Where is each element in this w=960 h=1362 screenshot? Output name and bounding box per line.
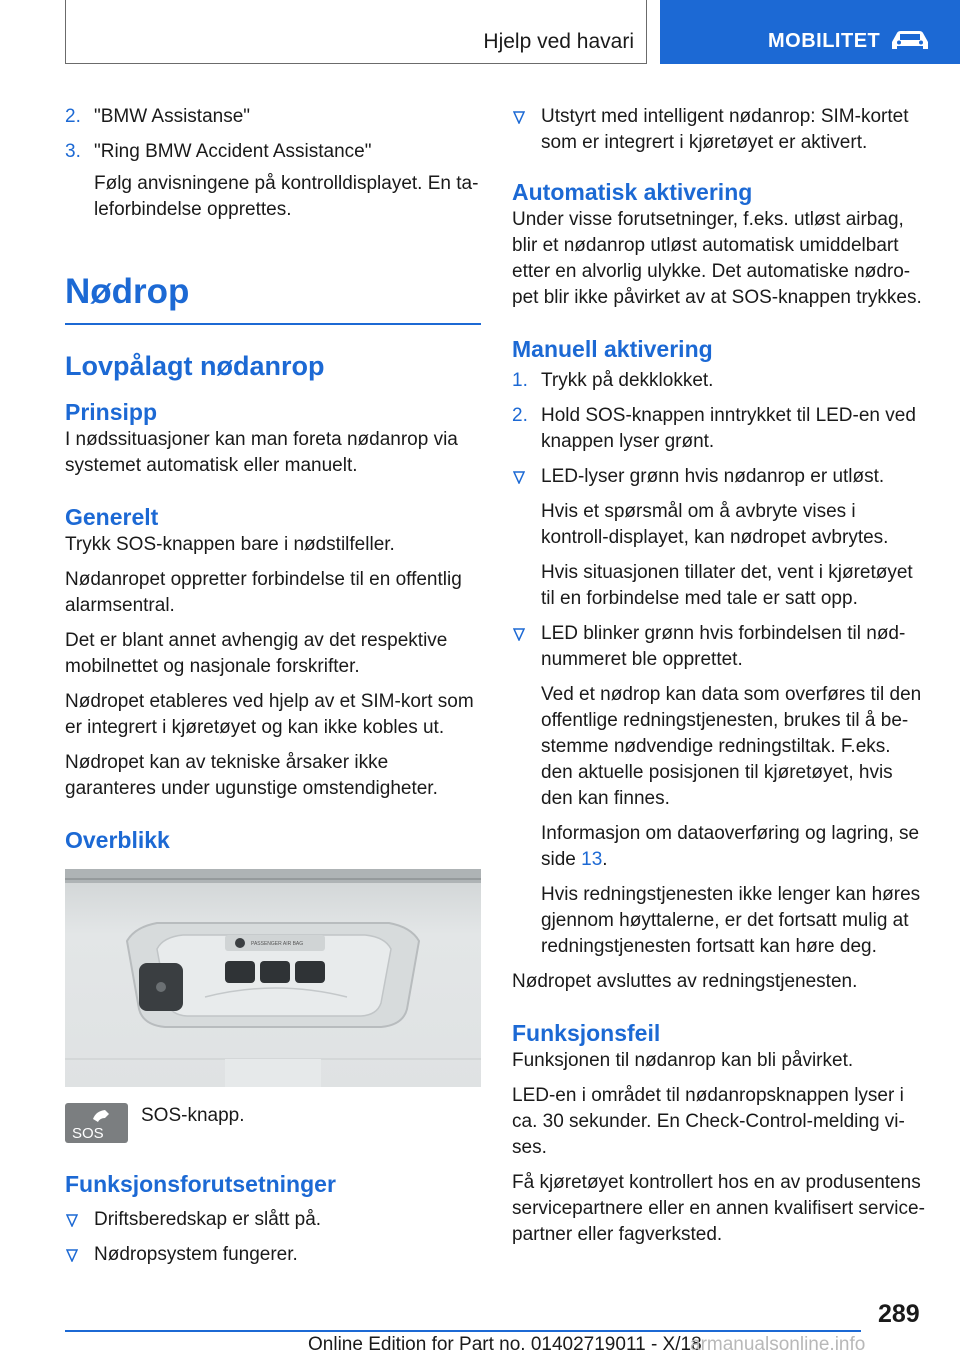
- step-text: Hold SOS-knappen inntrykket til LED-en ved knappen lyser grønt.: [541, 405, 916, 452]
- overhead-console-illustration: [65, 869, 481, 1087]
- footer-rule: [65, 1330, 861, 1332]
- step-continuation: Hvis redningstjenesten ikke lenger kan høres gjennom høyttalerne, er det fortsatt mulig at redningstjenesten fortsatt kan høre deg.: [541, 884, 921, 957]
- subsection-heading: Generelt: [65, 503, 159, 530]
- edition-text: Online Edition for Part no. 01402719011 - X/18: [308, 1334, 702, 1355]
- condition-text: Driftsberedskap er slått på.: [94, 1208, 322, 1230]
- left-column: [65, 104, 481, 1277]
- step-continuation: Ved et nødrop kan data som overføres til den offentlige redningstjenesten, brukes til å be-stemme nødvendige redningstiltak. F.eks. den aktuelle posisjonen til kjøretøyet, hvis den kan finnes.: [541, 684, 922, 809]
- subsection-heading: Funksjonsforutsetninger: [65, 1170, 336, 1197]
- overhead-console-figure: [65, 869, 481, 1087]
- condition-text: Utstyrt med intelligent nødanrop: SIM-kortet som er integrert i kjøretøyet er aktivert.: [541, 106, 909, 153]
- step-continuation: Hvis et spørsmål om å avbryte vises i kontroll-displayet, kan nødropet avbrytes.: [541, 501, 889, 548]
- reference-text: Informasjon om dataoverføring og lagring, se side: [541, 823, 920, 870]
- page-title: Nødrop: [65, 272, 190, 311]
- chapter-tab-label: MOBILITET: [768, 30, 881, 52]
- list-item: [512, 403, 926, 455]
- sos-button-icon: [65, 1103, 128, 1143]
- step-text: "BMW Assistanse": [94, 106, 251, 127]
- triangle-bullet-icon: [513, 628, 525, 641]
- right-column: [512, 104, 926, 1257]
- step-number: 2.: [65, 106, 81, 127]
- paragraph: Nødanropet oppretter forbindelse til en offentlig alarmsentral.: [65, 568, 462, 616]
- list-item: [512, 104, 926, 156]
- list-item: [65, 104, 481, 130]
- step-number: 2.: [512, 405, 528, 426]
- reference-suffix: .: [602, 849, 608, 870]
- led-status-text: LED-lyser grønn hvis nødanrop er utløst.: [541, 466, 885, 487]
- subsection-heading: Manuell aktivering: [512, 336, 713, 362]
- paragraph: LED-en i området til nødanropsknappen lyser i ca. 30 sekunder. En Check-Control-melding vi-ses.: [512, 1085, 905, 1158]
- paragraph: Nødropet etableres ved hjelp av et SIM-kort som er integrert i kjøretøyet og kan ikke kobles ut.: [65, 690, 474, 738]
- legend-text: SOS-knapp.: [141, 1104, 245, 1126]
- figure-legend: [65, 1103, 481, 1155]
- paragraph: Det er blant annet avhengig av det respektive mobilnettet og nasjonale forskrifter.: [65, 629, 448, 677]
- list-item: [65, 1207, 481, 1233]
- paragraph: I nødssituasjoner kan man foreta nødanrop via systemet automatisk eller manuelt.: [65, 428, 458, 476]
- page-reference-link[interactable]: 13: [581, 849, 603, 870]
- paragraph: Nødropet avsluttes av redningstjenesten.: [512, 971, 858, 992]
- figure-label: PASSENGER AIR BAG: [251, 940, 304, 947]
- step-continuation: [512, 821, 926, 873]
- paragraph: Nødropet kan av tekniske årsaker ikke garanteres under ugunstige omstendigheter.: [65, 751, 438, 799]
- triangle-bullet-icon: [66, 1214, 78, 1227]
- section-heading: Lovpålagt nødanrop: [65, 350, 325, 381]
- section-title: Hjelp ved havari: [483, 30, 634, 53]
- watermark: armanualsonline.info: [690, 1334, 866, 1355]
- paragraph: Trykk SOS-knappen bare i nødstilfeller.: [65, 533, 395, 555]
- subsection-heading: Prinsipp: [65, 398, 158, 425]
- header-section-box: [65, 0, 647, 64]
- triangle-bullet-icon: [66, 1249, 78, 1262]
- step-text: "Ring BMW Accident Assistance": [94, 141, 372, 162]
- triangle-bullet-icon: [513, 471, 525, 484]
- condition-text: Nødropsystem fungerer.: [94, 1243, 298, 1265]
- list-item: [512, 464, 926, 490]
- step-continuation: Følg anvisningene på kontrolldisplayet. En ta-leforbindelse opprettes.: [94, 173, 479, 220]
- chapter-tab[interactable]: [660, 0, 960, 64]
- step-number: 3.: [65, 141, 81, 162]
- subsection-heading: Automatisk aktivering: [512, 179, 753, 205]
- paragraph: Under visse forutsetninger, f.eks. utløst airbag, blir et nødanrop utløst automatisk umiddelbart etter en alvorlig ulykke. Det automatiske nødro-pet blir ikke påvirket av at SOS-knappen trykkes.: [512, 209, 922, 308]
- list-item: [512, 368, 926, 394]
- subsection-heading: Overblikk: [65, 826, 170, 853]
- subsection-heading: Funksjonsfeil: [512, 1020, 661, 1046]
- step-number: 1.: [512, 370, 528, 391]
- paragraph: Få kjøretøyet kontrollert hos en av produsentens servicepartnere eller en annen kvalifisert service-partner eller fagverksted.: [512, 1172, 925, 1245]
- step-text: Trykk på dekklokket.: [541, 370, 714, 391]
- paragraph: Funksjonen til nødanrop kan bli påvirket.: [512, 1050, 854, 1071]
- led-status-text: LED blinker grønn hvis forbindelsen til nød-nummeret ble opprettet.: [541, 623, 906, 670]
- car-icon: [888, 28, 932, 52]
- step-continuation: Hvis situasjonen tillater det, vent i kjøretøyet til en forbindelse med tale er satt opp.: [541, 562, 913, 609]
- list-item: [65, 139, 481, 165]
- triangle-bullet-icon: [513, 111, 525, 124]
- list-item: [512, 621, 926, 673]
- list-item: [65, 1242, 481, 1268]
- sos-icon-text: SOS: [72, 1124, 104, 1142]
- page-number: 289: [878, 1300, 920, 1328]
